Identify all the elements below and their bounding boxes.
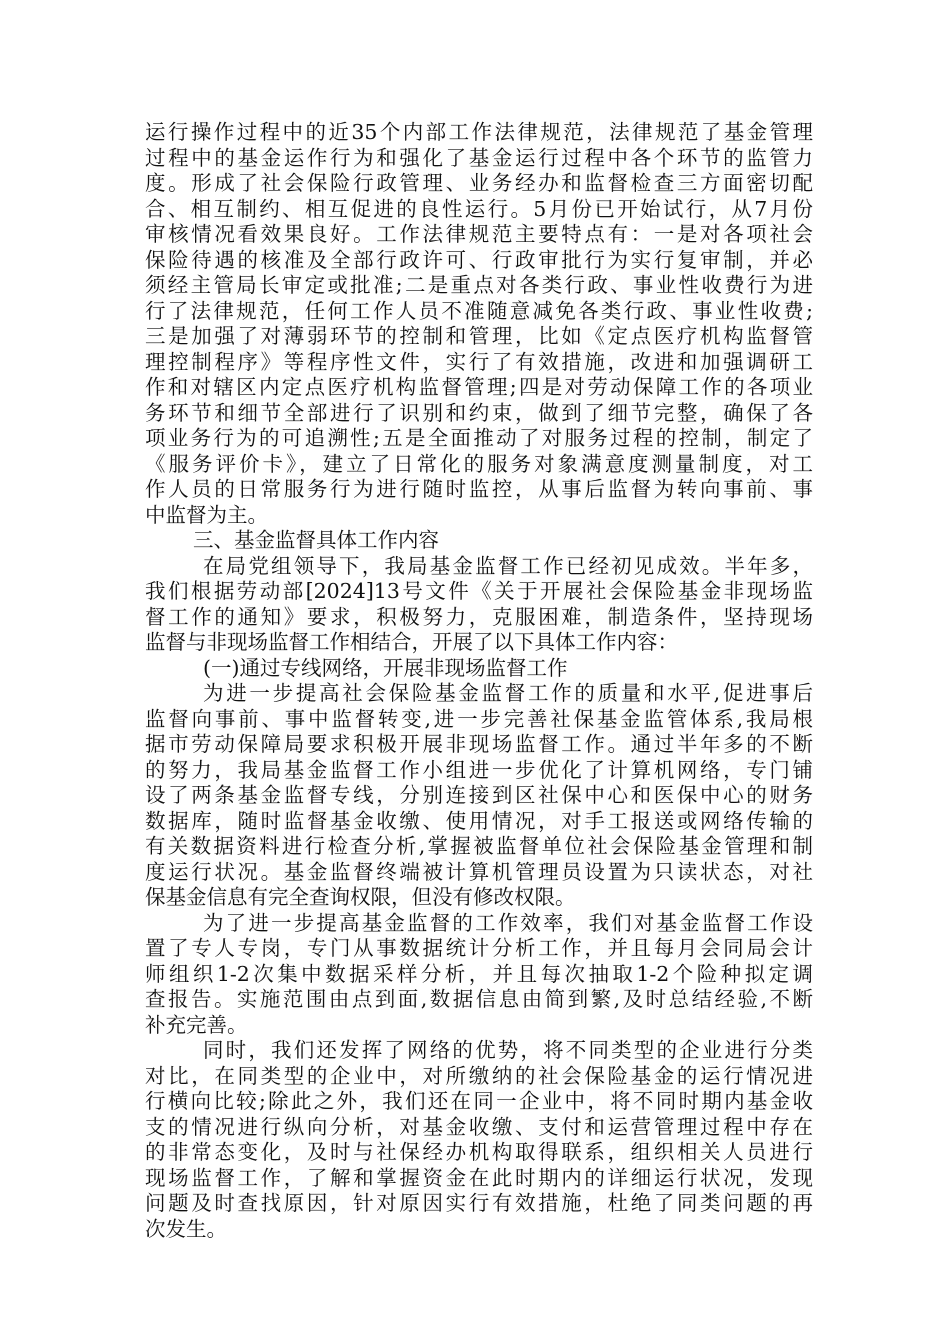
text-line: 《服务评价卡》，建立了日常化的服务对象满意度测量制度，对工 [145,451,813,476]
text-line: 运行操作过程中的近35个内部工作法律规范，法律规范了基金管理 [145,120,813,144]
text-line: 为进一步提高社会保险基金监督工作的质量和水平,促进事后 [203,681,813,705]
text-line: 设了两条基金监督专线，分别连接到区社保中心和医保中心的财务 [145,783,813,807]
text-line: 三、基金监督具体工作内容 [193,528,439,552]
text-line: 审核情况看效果良好。工作法律规范主要特点有：一是对各项社会 [145,222,813,246]
text-line: 度。形成了社会保险行政管理、业务经办和监督检查三方面密切配 [145,171,813,195]
text-line: 度运行状况。基金监督终端被计算机管理员设置为只读状态，对社 [145,859,813,884]
text-line: 在局党组领导下，我局基金监督工作已经初见成效。半年多， [203,553,813,578]
text-line: 行了法律规范，任何工作人员不准随意减免各类行政、事业性收费; [145,298,813,323]
text-line: 的非常态变化，及时与社保经办机构取得联系，组织相关人员进行 [145,1140,813,1164]
text-line: 保基金信息有完全查询权限，但没有修改权限。 [145,885,576,909]
text-line: 同时，我们还发挥了网络的优势，将不同类型的企业进行分类 [203,1038,813,1062]
text-line: 督工作的通知》要求，积极努力，克服困难，制造条件，坚持现场 [145,604,813,629]
text-line: 监督向事前、事中监督转变,进一步完善社保基金监管体系,我局根 [145,706,813,731]
text-line: 项业务行为的可追溯性;五是全面推动了对服务过程的控制，制定了 [145,426,813,450]
text-line: 数据库，随时监督基金收缴、使用情况，对手工报送或网络传输的 [145,808,813,833]
text-line: 现场监督工作，了解和掌握资金在此时期内的详细运行状况，发现 [145,1165,813,1190]
text-line: 须经主管局长审定或批准;二是重点对各类行政、事业性收费行为进 [145,273,813,297]
text-line: 补充完善。 [145,1012,248,1037]
text-line: 合、相互制约、相互促进的良性运行。5月份已开始试行，从7月份 [145,196,813,221]
text-line: 理控制程序》等程序性文件，实行了有效措施，改进和加强调研工 [145,349,813,374]
text-line: 行横向比较;除此之外，我们还在同一企业中，将不同时期内基金收 [145,1089,813,1113]
text-line: 务环节和细节全部进行了识别和约束，做到了细节完整，确保了各 [145,400,813,425]
text-line: 过程中的基金运作行为和强化了基金运行过程中各个环节的监管力 [145,145,813,170]
text-line: 查报告。实施范围由点到面,数据信息由简到繁,及时总结经验,不断 [145,987,813,1011]
text-line: 的努力，我局基金监督工作小组进一步优化了计算机网络，专门铺 [145,757,813,782]
text-line: 置了专人专岗，专门从事数据统计分析工作，并且每月会同局会计 [145,936,813,960]
text-line: 支的情况进行纵向分析，对基金收缴、支付和运营管理过程中存在 [145,1114,813,1139]
text-line: 监督与非现场监督工作相结合，开展了以下具体工作内容： [145,630,678,654]
text-line: 作人员的日常服务行为进行随时监控，从事后监督为转向事前、事 [145,477,813,501]
text-line: 为了进一步提高基金监督的工作效率，我们对基金监督工作设 [203,910,813,935]
text-line: 次发生。 [145,1216,227,1241]
text-line: 我们根据劳动部[2024]13号文件《关于开展社会保险基金非现场监 [145,579,813,603]
text-line: 保险待遇的核准及全部行政许可、行政审批行为实行复审制，并必 [145,247,813,272]
document-body [145,120,813,1242]
text-line: 作和对辖区内定点医疗机构监督管理;四是对劳动保障工作的各项业 [145,375,813,399]
text-line: 三是加强了对薄弱环节的控制和管理，比如《定点医疗机构监督管 [145,324,813,348]
text-line: 问题及时查找原因，针对原因实行有效措施，杜绝了同类问题的再 [145,1191,813,1215]
text-line: 师组织1-2次集中数据采样分析，并且每次抽取1-2个险种拟定调 [145,961,813,986]
text-line: (一)通过专线网络，开展非现场监督工作 [203,655,568,680]
text-line: 有关数据资料进行检查分析,掌握被监督单位社会保险基金管理和制 [145,834,813,858]
text-line: 据市劳动保障局要求积极开展非现场监督工作。通过半年多的不断 [145,732,813,756]
text-line: 中监督为主。 [145,502,268,527]
text-line: 对比，在同类型的企业中，对所缴纳的社会保险基金的运行情况进 [145,1063,813,1088]
